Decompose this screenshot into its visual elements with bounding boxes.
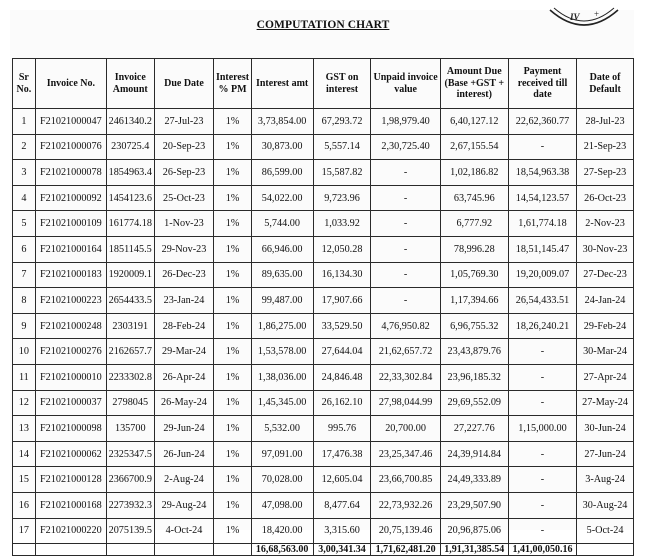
cell-gst: 15,587.82 [313,160,371,186]
header-invoice-no: Invoice No. [35,59,106,109]
cell-date-of-default: 27-Apr-24 [577,364,634,390]
table-row [13,262,634,288]
cell-sr-no: 10 [13,339,36,365]
table-row [13,313,634,339]
cell-amount-due: 78,996.28 [440,236,508,262]
cell-payment-received: - [508,467,576,493]
cell-gst: 12,605.04 [313,467,371,493]
total-payment: 1,41,00,050.16 [508,544,576,556]
cell-invoice-no: F21021000164 [35,236,106,262]
cell-sr-no: 3 [13,160,36,186]
cell-due-date: 26-Dec-23 [154,262,214,288]
table-row [13,185,634,211]
cell-due-date: 25-Oct-23 [154,185,214,211]
total-unpaid: 1,71,62,481.20 [371,544,440,556]
cell-interest-rate: 1% [214,518,251,544]
cell-interest-rate: 1% [214,313,251,339]
cell-invoice-no: F21021000248 [35,313,106,339]
cell-interest-rate: 1% [214,441,251,467]
cell-interest-amt: 5,532.00 [251,416,313,442]
total-interest: 16,68,563.00 [251,544,313,556]
stamp-text: IV [570,12,580,22]
cell-gst: 16,134.30 [313,262,371,288]
cell-unpaid-value: 4,76,950.82 [371,313,440,339]
cell-interest-rate: 1% [214,211,251,237]
cell-invoice-amount: 2461340.2 [107,109,155,135]
cell-sr-no: 1 [13,109,36,135]
cell-amount-due: 23,43,879.76 [440,339,508,365]
cell-invoice-amount: 2075139.5 [107,518,155,544]
cell-date-of-default: 27-Dec-23 [577,262,634,288]
cell-amount-due: 63,745.96 [440,185,508,211]
cell-due-date: 29-Mar-24 [154,339,214,365]
cell-invoice-amount: 2654433.5 [107,288,155,314]
table-row [13,467,634,493]
cell-payment-received: 19,20,009.07 [508,262,576,288]
cell-amount-due: 6,40,127.12 [440,109,508,135]
cell-invoice-no: F21021000276 [35,339,106,365]
cell-invoice-no: F21021000078 [35,160,106,186]
cell-interest-amt: 99,487.00 [251,288,313,314]
cell-amount-due: 24,39,914.84 [440,441,508,467]
total-gst: 3,00,341.34 [313,544,371,556]
cell-unpaid-value: - [371,288,440,314]
cell-unpaid-value: 1,98,979.40 [371,109,440,135]
cell-unpaid-value: - [371,236,440,262]
cell-unpaid-value: 22,73,932.26 [371,492,440,518]
cell-sr-no: 12 [13,390,36,416]
stamp-seal-icon [548,6,620,32]
cell-invoice-amount: 2366700.9 [107,467,155,493]
cell-invoice-no: F21021000092 [35,185,106,211]
cell-interest-amt: 1,53,578.00 [251,339,313,365]
cell-gst: 26,162.10 [313,390,371,416]
cell-date-of-default: 27-Sep-23 [577,160,634,186]
header-due-date: Due Date [154,59,214,109]
document-title: COMPUTATION CHART [256,19,390,31]
cell-unpaid-value: 27,98,044.99 [371,390,440,416]
cell-invoice-amount: 2325347.5 [107,441,155,467]
cell-due-date: 29-Jun-24 [154,416,214,442]
cell-date-of-default: 24-Jan-24 [577,288,634,314]
cell-payment-received: 22,62,360.77 [508,109,576,135]
cell-sr-no: 16 [13,492,36,518]
header-payment-received: Payment received till date [508,59,576,109]
cell-unpaid-value: - [371,185,440,211]
total-empty [107,544,155,556]
cell-invoice-amount: 2303191 [107,313,155,339]
cell-payment-received: - [508,134,576,160]
cell-unpaid-value: 20,700.00 [371,416,440,442]
cell-interest-amt: 86,599.00 [251,160,313,186]
cell-interest-rate: 1% [214,160,251,186]
cell-interest-amt: 54,022.00 [251,185,313,211]
cell-invoice-no: F21021000109 [35,211,106,237]
cell-gst: 17,476.38 [313,441,371,467]
cell-interest-amt: 1,45,345.00 [251,390,313,416]
header-date-of-default: Date of Default [577,59,634,109]
svg-text:+: + [594,9,600,19]
cell-gst: 8,477.64 [313,492,371,518]
totals-row [13,544,634,556]
cell-due-date: 26-Jun-24 [154,441,214,467]
cell-interest-rate: 1% [214,390,251,416]
cell-date-of-default: 3-Aug-24 [577,467,634,493]
cell-gst: 24,846.48 [313,364,371,390]
cell-sr-no: 5 [13,211,36,237]
cell-sr-no: 14 [13,441,36,467]
table-header-row [13,59,634,109]
cell-unpaid-value: 22,33,302.84 [371,364,440,390]
cell-gst: 33,529.50 [313,313,371,339]
cell-amount-due: 1,17,394.66 [440,288,508,314]
cell-date-of-default: 27-Jun-24 [577,441,634,467]
cell-invoice-amount: 2233302.8 [107,364,155,390]
table-row [13,416,634,442]
cell-due-date: 29-Nov-23 [154,236,214,262]
cell-amount-due: 24,49,333.89 [440,467,508,493]
cell-invoice-amount: 1920009.1 [107,262,155,288]
cell-invoice-no: F21021000047 [35,109,106,135]
cell-unpaid-value: - [371,211,440,237]
cell-gst: 3,315.60 [313,518,371,544]
cell-sr-no: 6 [13,236,36,262]
cell-due-date: 23-Jan-24 [154,288,214,314]
cell-gst: 27,644.04 [313,339,371,365]
header-sr-no: Sr No. [13,59,36,109]
cell-sr-no: 7 [13,262,36,288]
cell-amount-due: 27,227.76 [440,416,508,442]
cell-due-date: 26-Apr-24 [154,364,214,390]
table-row [13,288,634,314]
cell-amount-due: 1,05,769.30 [440,262,508,288]
cell-interest-rate: 1% [214,492,251,518]
cell-payment-received: 1,15,000.00 [508,416,576,442]
cell-gst: 67,293.72 [313,109,371,135]
cell-interest-rate: 1% [214,416,251,442]
cell-interest-rate: 1% [214,339,251,365]
cell-date-of-default: 26-Oct-23 [577,185,634,211]
cell-invoice-amount: 1854963.4 [107,160,155,186]
cell-interest-amt: 66,946.00 [251,236,313,262]
cell-payment-received: 18,51,145.47 [508,236,576,262]
computation-table [12,58,634,556]
total-empty [214,544,251,556]
table-row [13,518,634,544]
cell-date-of-default: 30-Mar-24 [577,339,634,365]
cell-invoice-amount: 2798045 [107,390,155,416]
cell-interest-rate: 1% [214,288,251,314]
cell-interest-amt: 5,744.00 [251,211,313,237]
cell-amount-due: 23,29,507.90 [440,492,508,518]
cell-sr-no: 15 [13,467,36,493]
cell-interest-amt: 18,420.00 [251,518,313,544]
cell-interest-amt: 1,38,036.00 [251,364,313,390]
cell-invoice-amount: 2273932.3 [107,492,155,518]
cell-payment-received: 18,54,963.38 [508,160,576,186]
table-row [13,339,634,365]
cell-unpaid-value: 2,30,725.40 [371,134,440,160]
cell-amount-due: 1,02,186.82 [440,160,508,186]
table-row [13,364,634,390]
cell-payment-received: 14,54,123.57 [508,185,576,211]
cell-invoice-amount: 2162657.7 [107,339,155,365]
table-row [13,236,634,262]
cell-interest-amt: 30,873.00 [251,134,313,160]
cell-sr-no: 13 [13,416,36,442]
cell-interest-amt: 97,091.00 [251,441,313,467]
cell-sr-no: 9 [13,313,36,339]
cell-due-date: 26-Sep-23 [154,160,214,186]
cell-interest-rate: 1% [214,109,251,135]
cell-interest-rate: 1% [214,467,251,493]
total-amount-due: 1,91,31,385.54 [440,544,508,556]
cell-gst: 9,723.96 [313,185,371,211]
cell-sr-no: 4 [13,185,36,211]
cell-amount-due: 23,96,185.32 [440,364,508,390]
table-row [13,134,634,160]
cell-invoice-no: F21021000098 [35,416,106,442]
cell-due-date: 4-Oct-24 [154,518,214,544]
cell-due-date: 2-Aug-24 [154,467,214,493]
cell-interest-amt: 47,098.00 [251,492,313,518]
table-row [13,441,634,467]
header-invoice-amount: Invoice Amount [107,59,155,109]
cell-interest-amt: 3,73,854.00 [251,109,313,135]
cell-date-of-default: 30-Aug-24 [577,492,634,518]
cell-invoice-no: F21021000076 [35,134,106,160]
cell-interest-amt: 1,86,275.00 [251,313,313,339]
table-row [13,160,634,186]
cell-interest-amt: 89,635.00 [251,262,313,288]
cell-sr-no: 11 [13,364,36,390]
cell-invoice-no: F21021000037 [35,390,106,416]
cell-date-of-default: 29-Feb-24 [577,313,634,339]
cell-invoice-no: F21021000223 [35,288,106,314]
cell-due-date: 28-Feb-24 [154,313,214,339]
total-empty [13,544,36,556]
cell-gst: 17,907.66 [313,288,371,314]
cell-payment-received: - [508,492,576,518]
cell-payment-received: - [508,364,576,390]
header-interest-pm: Interest % PM [214,59,251,109]
cell-invoice-no: F21021000062 [35,441,106,467]
cell-gst: 12,050.28 [313,236,371,262]
cell-amount-due: 29,69,552.09 [440,390,508,416]
cell-payment-received: - [508,441,576,467]
cell-interest-rate: 1% [214,134,251,160]
cell-sr-no: 17 [13,518,36,544]
cell-sr-no: 2 [13,134,36,160]
cell-gst: 5,557.14 [313,134,371,160]
cell-invoice-no: F21021000010 [35,364,106,390]
cell-date-of-default: 28-Jul-23 [577,109,634,135]
cell-date-of-default: 21-Sep-23 [577,134,634,160]
header-unpaid-invoice-value: Unpaid invoice value [371,59,440,109]
cell-invoice-no: F21021000183 [35,262,106,288]
cell-payment-received: 18,26,240.21 [508,313,576,339]
header-interest-amt: Interest amt [251,59,313,109]
cell-payment-received: 26,54,433.51 [508,288,576,314]
cell-invoice-no: F21021000220 [35,518,106,544]
cell-date-of-default: 30-Nov-23 [577,236,634,262]
cell-date-of-default: 5-Oct-24 [577,518,634,544]
cell-unpaid-value: 23,66,700.85 [371,467,440,493]
table-row [13,109,634,135]
cell-invoice-amount: 135700 [107,416,155,442]
cell-invoice-amount: 161774.18 [107,211,155,237]
cell-date-of-default: 2-Nov-23 [577,211,634,237]
table-row [13,211,634,237]
cell-due-date: 27-Jul-23 [154,109,214,135]
cell-payment-received: - [508,518,576,544]
cell-unpaid-value: 21,62,657.72 [371,339,440,365]
cell-amount-due: 2,67,155.54 [440,134,508,160]
table-row [13,390,634,416]
cell-payment-received: 1,61,774.18 [508,211,576,237]
cell-payment-received: - [508,390,576,416]
header-amount-due: Amount Due (Base +GST + interest) [440,59,508,109]
cell-due-date: 26-May-24 [154,390,214,416]
cell-invoice-amount: 230725.4 [107,134,155,160]
cell-sr-no: 8 [13,288,36,314]
cell-interest-rate: 1% [214,262,251,288]
cell-date-of-default: 27-May-24 [577,390,634,416]
cell-gst: 1,033.92 [313,211,371,237]
cell-unpaid-value: 20,75,139.46 [371,518,440,544]
cell-due-date: 1-Nov-23 [154,211,214,237]
cell-invoice-amount: 1454123.6 [107,185,155,211]
total-empty [154,544,214,556]
cell-date-of-default: 30-Jun-24 [577,416,634,442]
cell-amount-due: 6,96,755.32 [440,313,508,339]
cell-gst: 995.76 [313,416,371,442]
cell-unpaid-value: - [371,160,440,186]
header-gst-on-interest: GST on interest [313,59,371,109]
cell-amount-due: 20,96,875.06 [440,518,508,544]
total-empty [577,544,634,556]
cell-invoice-no: F21021000168 [35,492,106,518]
cell-payment-received: - [508,339,576,365]
cell-interest-rate: 1% [214,364,251,390]
cell-due-date: 29-Aug-24 [154,492,214,518]
cell-unpaid-value: 23,25,347.46 [371,441,440,467]
cell-interest-amt: 70,028.00 [251,467,313,493]
cell-due-date: 20-Sep-23 [154,134,214,160]
total-empty [35,544,106,556]
table-row [13,492,634,518]
cell-interest-rate: 1% [214,236,251,262]
cell-amount-due: 6,777.92 [440,211,508,237]
cell-invoice-no: F21021000128 [35,467,106,493]
cell-unpaid-value: - [371,262,440,288]
cell-interest-rate: 1% [214,185,251,211]
cell-invoice-amount: 1851145.5 [107,236,155,262]
